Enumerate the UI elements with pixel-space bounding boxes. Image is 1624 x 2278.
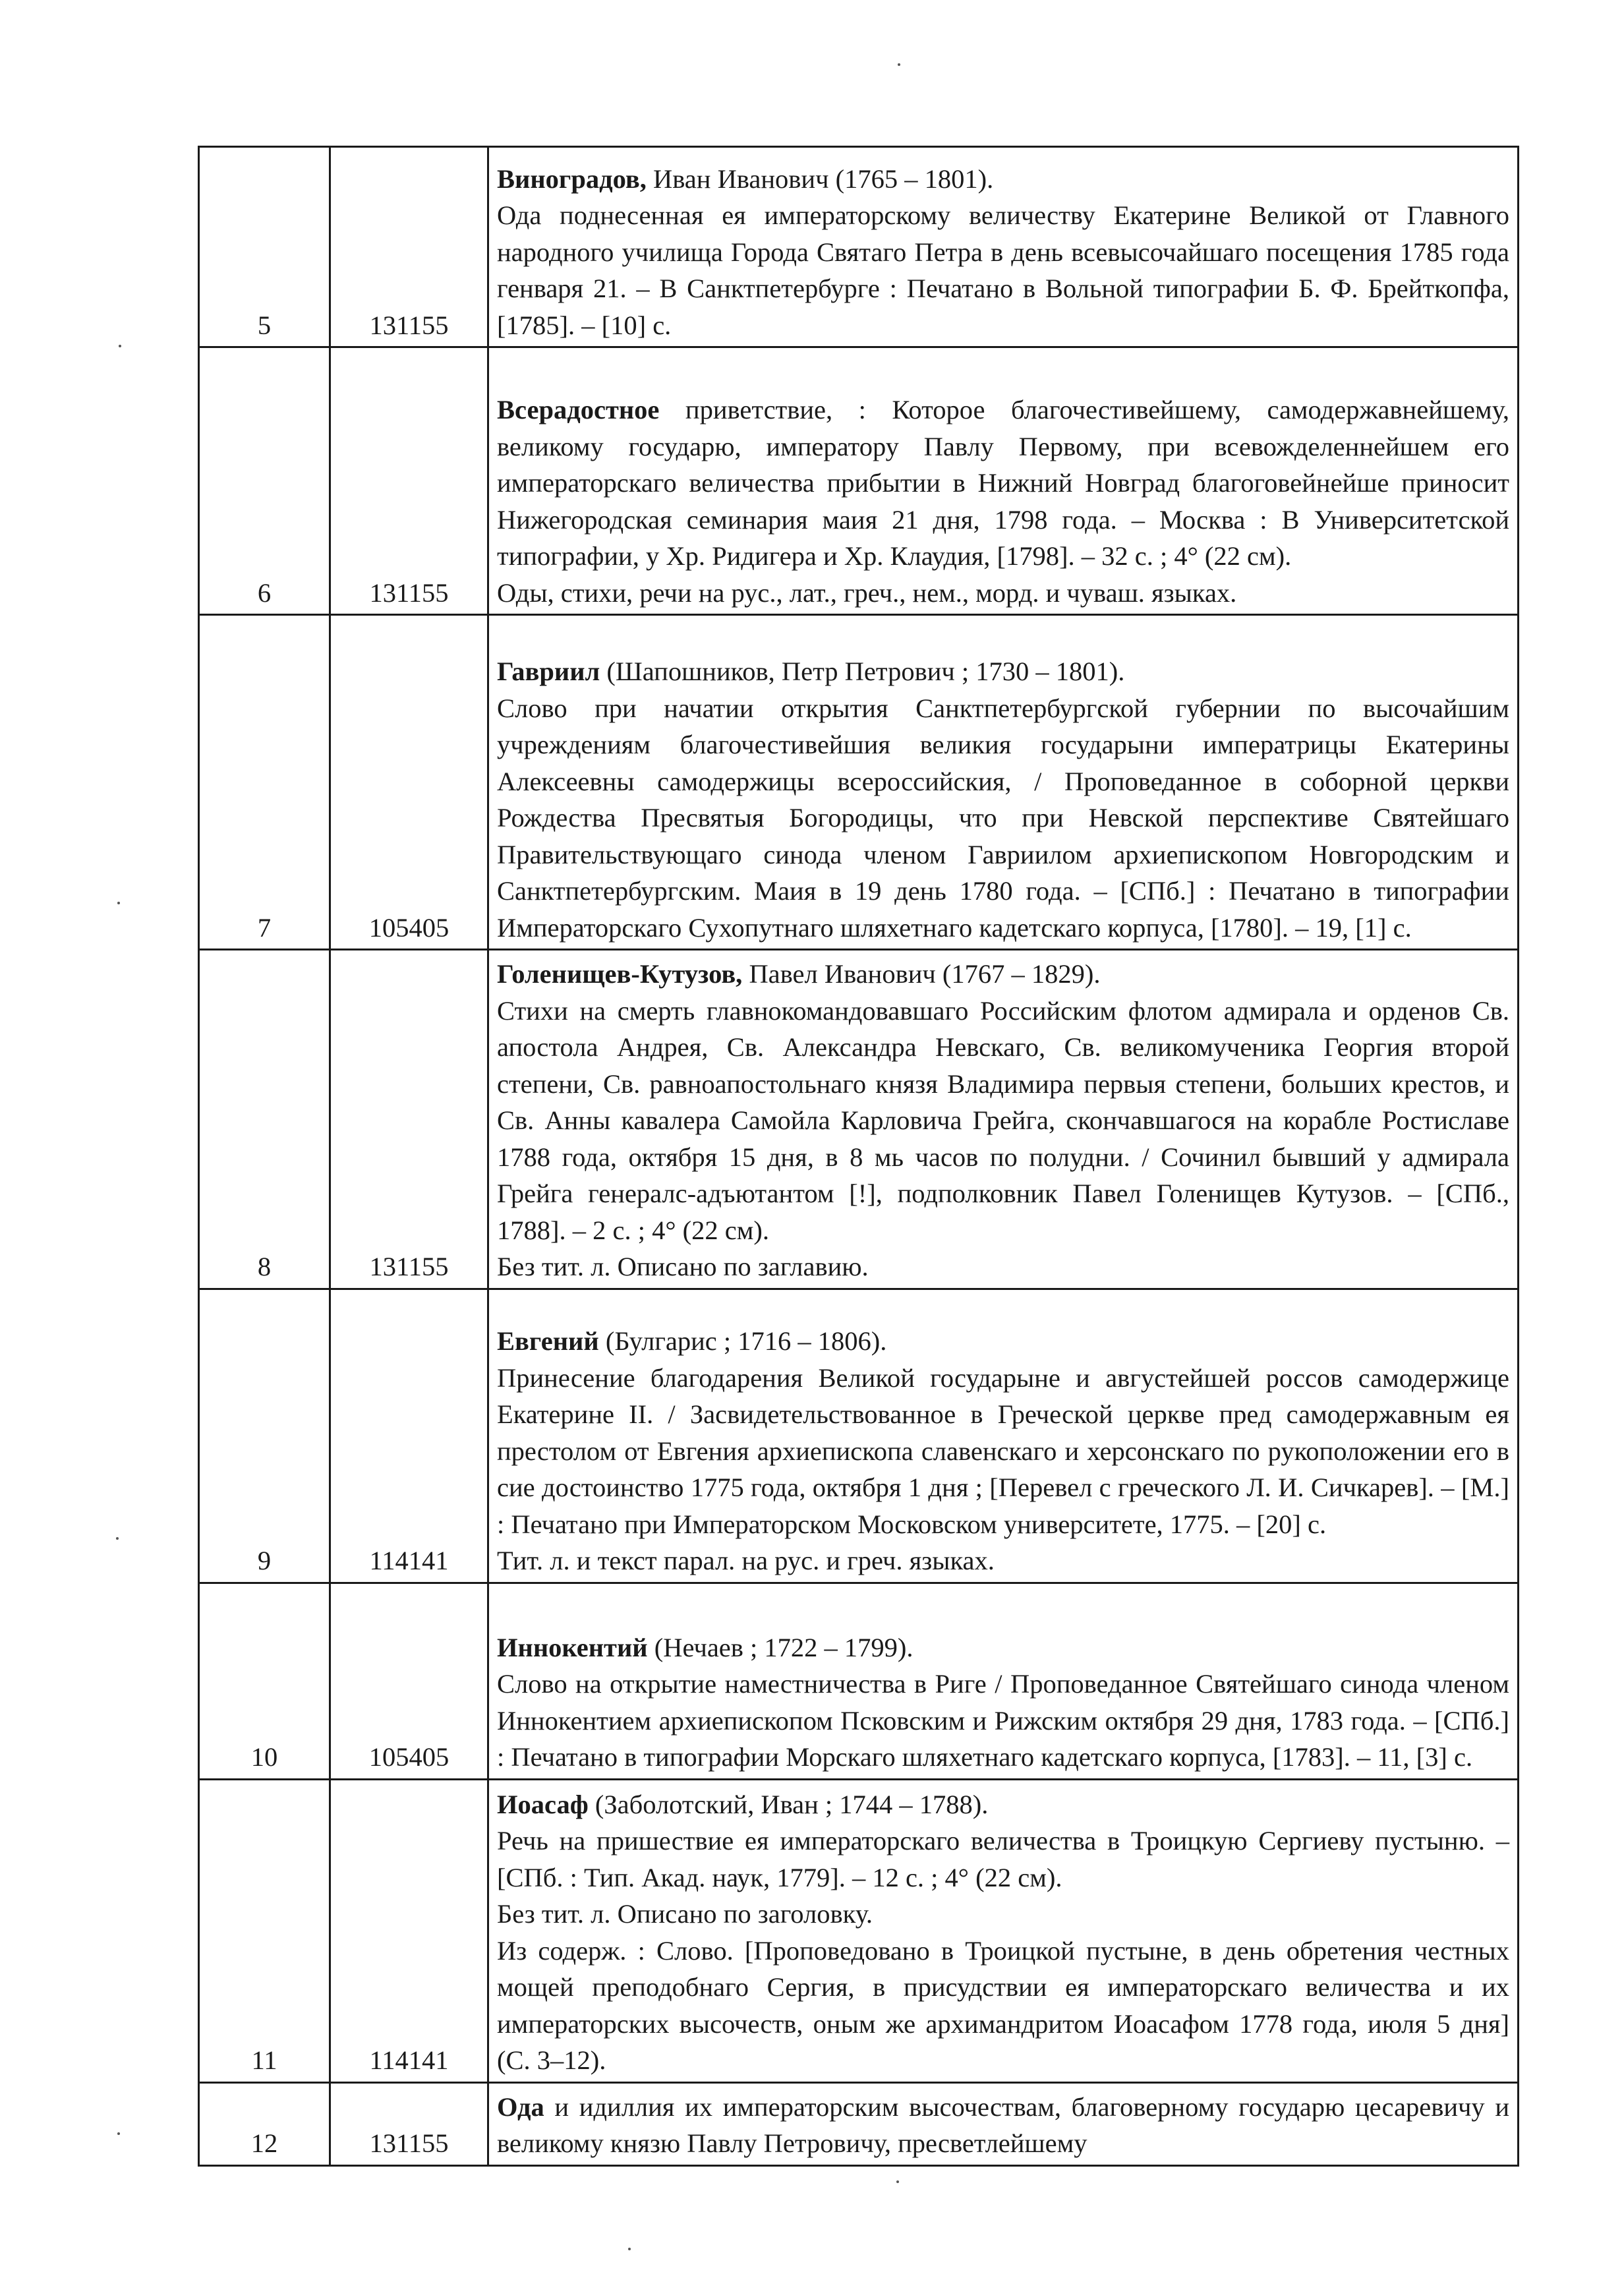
holding-code: 131155 [330,347,488,615]
entry-description [488,147,1519,347]
entry-description [488,950,1519,1289]
entry-heading: Иннокентий [497,1632,648,1662]
table-row [199,950,1519,1289]
entry-heading-line [497,1786,1509,1823]
table-row [199,1289,1519,1583]
entry-text: Оды, стихи, речи на рус., лат., греч., нем., морд. и чуваш. языках. [497,577,1237,608]
table-row [199,2082,1519,2165]
entry-number: 9 [199,1289,330,1583]
table-row [199,615,1519,950]
entry-contents: Из содерж. : Слово. [Проповедовано в Троицкой пустыне, в день обретения честных мощей преподобнаго Сергия, в присудствии ея императорскаго величества и их императорских высочеств, оным же архимандритом Иоасафом 1778 года, июля 5 дня] (С. 3–12). [497,1935,1509,2075]
scan-speck [628,2248,631,2250]
entry-author: Иван Иванович (1765 – 1801). [646,163,994,194]
entry-heading: Иоасаф [497,1789,589,1819]
entry-heading-line [497,1629,1509,1666]
holding-code: 131155 [330,147,488,347]
entry-text: Ода поднесенная ея императорскому величеству Екатерине Великой от Главного народного училища Города Святаго Петра в день всевысочайшаго посещения 1785 года генваря 21. – В Санктпетербурге : Печатано в Вольной типографии Б. Ф. Брейткопфа, [1785]. – [10] с. [497,200,1509,340]
entry-text: Слово на открытие наместничества в Риге / Проповеданное Святейшаго синода членом Иннокентием архиепископом Псковским и Рижским октября 29 дня, 1783 года. – [СПб.] : Печатано в типографии Морскаго шляхетнаго кадетскаго корпуса, [1783]. – 11, [3] с. [497,1669,1509,1772]
holding-code: 114141 [330,1779,488,2082]
holding-code: 105405 [330,1583,488,1779]
entry-text: Принесение благодарения Великой государыне и августейшей россов самодержице Екатерине II. / Засвидетельствованное в Греческой церкве пред самодержавным ея престолом от Евгения архиепископа славенскаго и херсонскаго по рукоположении его в сие достоинство 1775 года, октября 1 дня ; [Перевел с греческого Л. И. Сичкарев]. – [М.] : Печатано при Императорском Московском университете, 1775. – [20] с. [497,1362,1509,1539]
scan-speck [896,2180,899,2183]
entry-heading: Голенищев-Кутузов, [497,959,743,989]
entry-author: (Шапошников, Петр Петрович ; 1730 – 1801). [600,657,1125,686]
entry-author: (Нечаев ; 1722 – 1799). [647,1632,914,1662]
entry-author: (Булгарис ; 1716 – 1806). [598,1326,887,1356]
entry-number: 5 [199,147,330,347]
entry-heading: Евгений [497,1326,599,1356]
entry-heading: Всерадостное [497,395,660,424]
scan-speck [116,1537,119,1540]
entry-description [488,615,1519,950]
table-row [199,347,1519,615]
catalog-table [198,146,1519,2167]
scan-speck [117,902,120,904]
entry-number: 11 [199,1779,330,2082]
entry-description [488,2082,1519,2165]
holding-code: 114141 [330,1289,488,1583]
entry-description [488,1779,1519,2082]
entry-heading: Виноградов, [497,163,647,194]
scan-speck [119,345,121,347]
entry-author: Павел Иванович (1767 – 1829). [742,959,1101,989]
entry-heading-line [497,2089,1509,2162]
entry-number: 6 [199,347,330,615]
entry-number: 8 [199,950,330,1289]
holding-code: 131155 [330,950,488,1289]
entry-heading-line [497,1323,1509,1360]
entry-author: и идиллия их императорским высочествам, благоверному государю цесаревичу и великому князю Павлу Петровичу, пресветлейшему [497,2091,1509,2158]
entry-note: Без тит. л. Описано по заглавию. [497,1252,869,1281]
entry-heading-line [497,161,1509,198]
entry-heading: Гавриил [497,657,600,686]
table-row [199,147,1519,347]
entry-heading-line [497,392,1509,575]
entry-author: (Заболотский, Иван ; 1744 – 1788). [588,1789,989,1819]
scan-speck [898,63,900,66]
entry-heading: Ода [497,2091,544,2122]
holding-code: 105405 [330,615,488,950]
entry-text: Стихи на смерть главнокомандовавшаго Российским флотом адмирала и орденов Св. апостола Андрея, Св. Александра Невскаго, Св. великомученика Георгия второй степени, Св. равноапостольнаго князя Владимира первыя степени, больших крестов, и Св. Анны кавалера Самойла Карловича Грейга, скончавшагося на корабле Ростиславе 1788 года, октября 15 дня, в 8 мь часов по полудни. / Сочинил бывший у адмирала Грейга генералс-адъютантом [!], подполковник Павел Голенищев Кутузов. – [СПб., 1788]. – 2 с. ; 4° (22 см). [497,995,1509,1245]
entry-description [488,1583,1519,1779]
entry-note: Без тит. л. Описано по заголовку. [497,1899,873,1929]
entry-heading-line [497,956,1509,993]
scan-speck [117,2132,120,2135]
entry-heading-line [497,653,1509,690]
table-row [199,1779,1519,2082]
entry-text: Слово при начатии открытия Санктпетербургской губернии по высочайшим учреждениям благочестивейшия великия государыни императрицы Екатерины Алексеевны самодержицы всероссийския, / Проповеданное в соборной церкви Рождества Пресвятыя Богородицы, что при Невской перспективе Святейшаго Правительствующаго синода членом Гавриилом архиепископом Новгородским и Санктпетербургским. Маия в 19 день 1780 года. – [СПб.] : Печатано в типографии Императорскаго Сухопутнаго шляхетнаго кадетскаго корпуса, [1780]. – 19, [1] с. [497,693,1509,943]
holding-code: 131155 [330,2082,488,2165]
entry-number: 10 [199,1583,330,1779]
entry-number: 12 [199,2082,330,2165]
entry-description [488,1289,1519,1583]
entry-note: Тит. л. и текст парал. на рус. и греч. языках. [497,1546,995,1575]
table-row [199,1583,1519,1779]
entry-author: приветствие, : Которое благочестивейшему, самодержавнейшему, великому государю, императору Павлу Первому, при всевожделеннейшем его императорскаго величества прибытии в Нижний Новград благоговейнейше приносит Нижегородская семинария маия 21 дня, 1798 года. – Москва : В Университетской типографии, у Хр. Ридигера и Хр. Клаудия, [1798]. – 32 с. ; 4° (22 см). [497,395,1509,571]
entry-description [488,347,1519,615]
entry-number: 7 [199,615,330,950]
entry-text: Речь на пришествие ея императорскаго величества в Троицкую Сергиеву пустыню. – [СПб. : Тип. Акад. наук, 1779]. – 12 с. ; 4° (22 см). [497,1826,1509,1892]
